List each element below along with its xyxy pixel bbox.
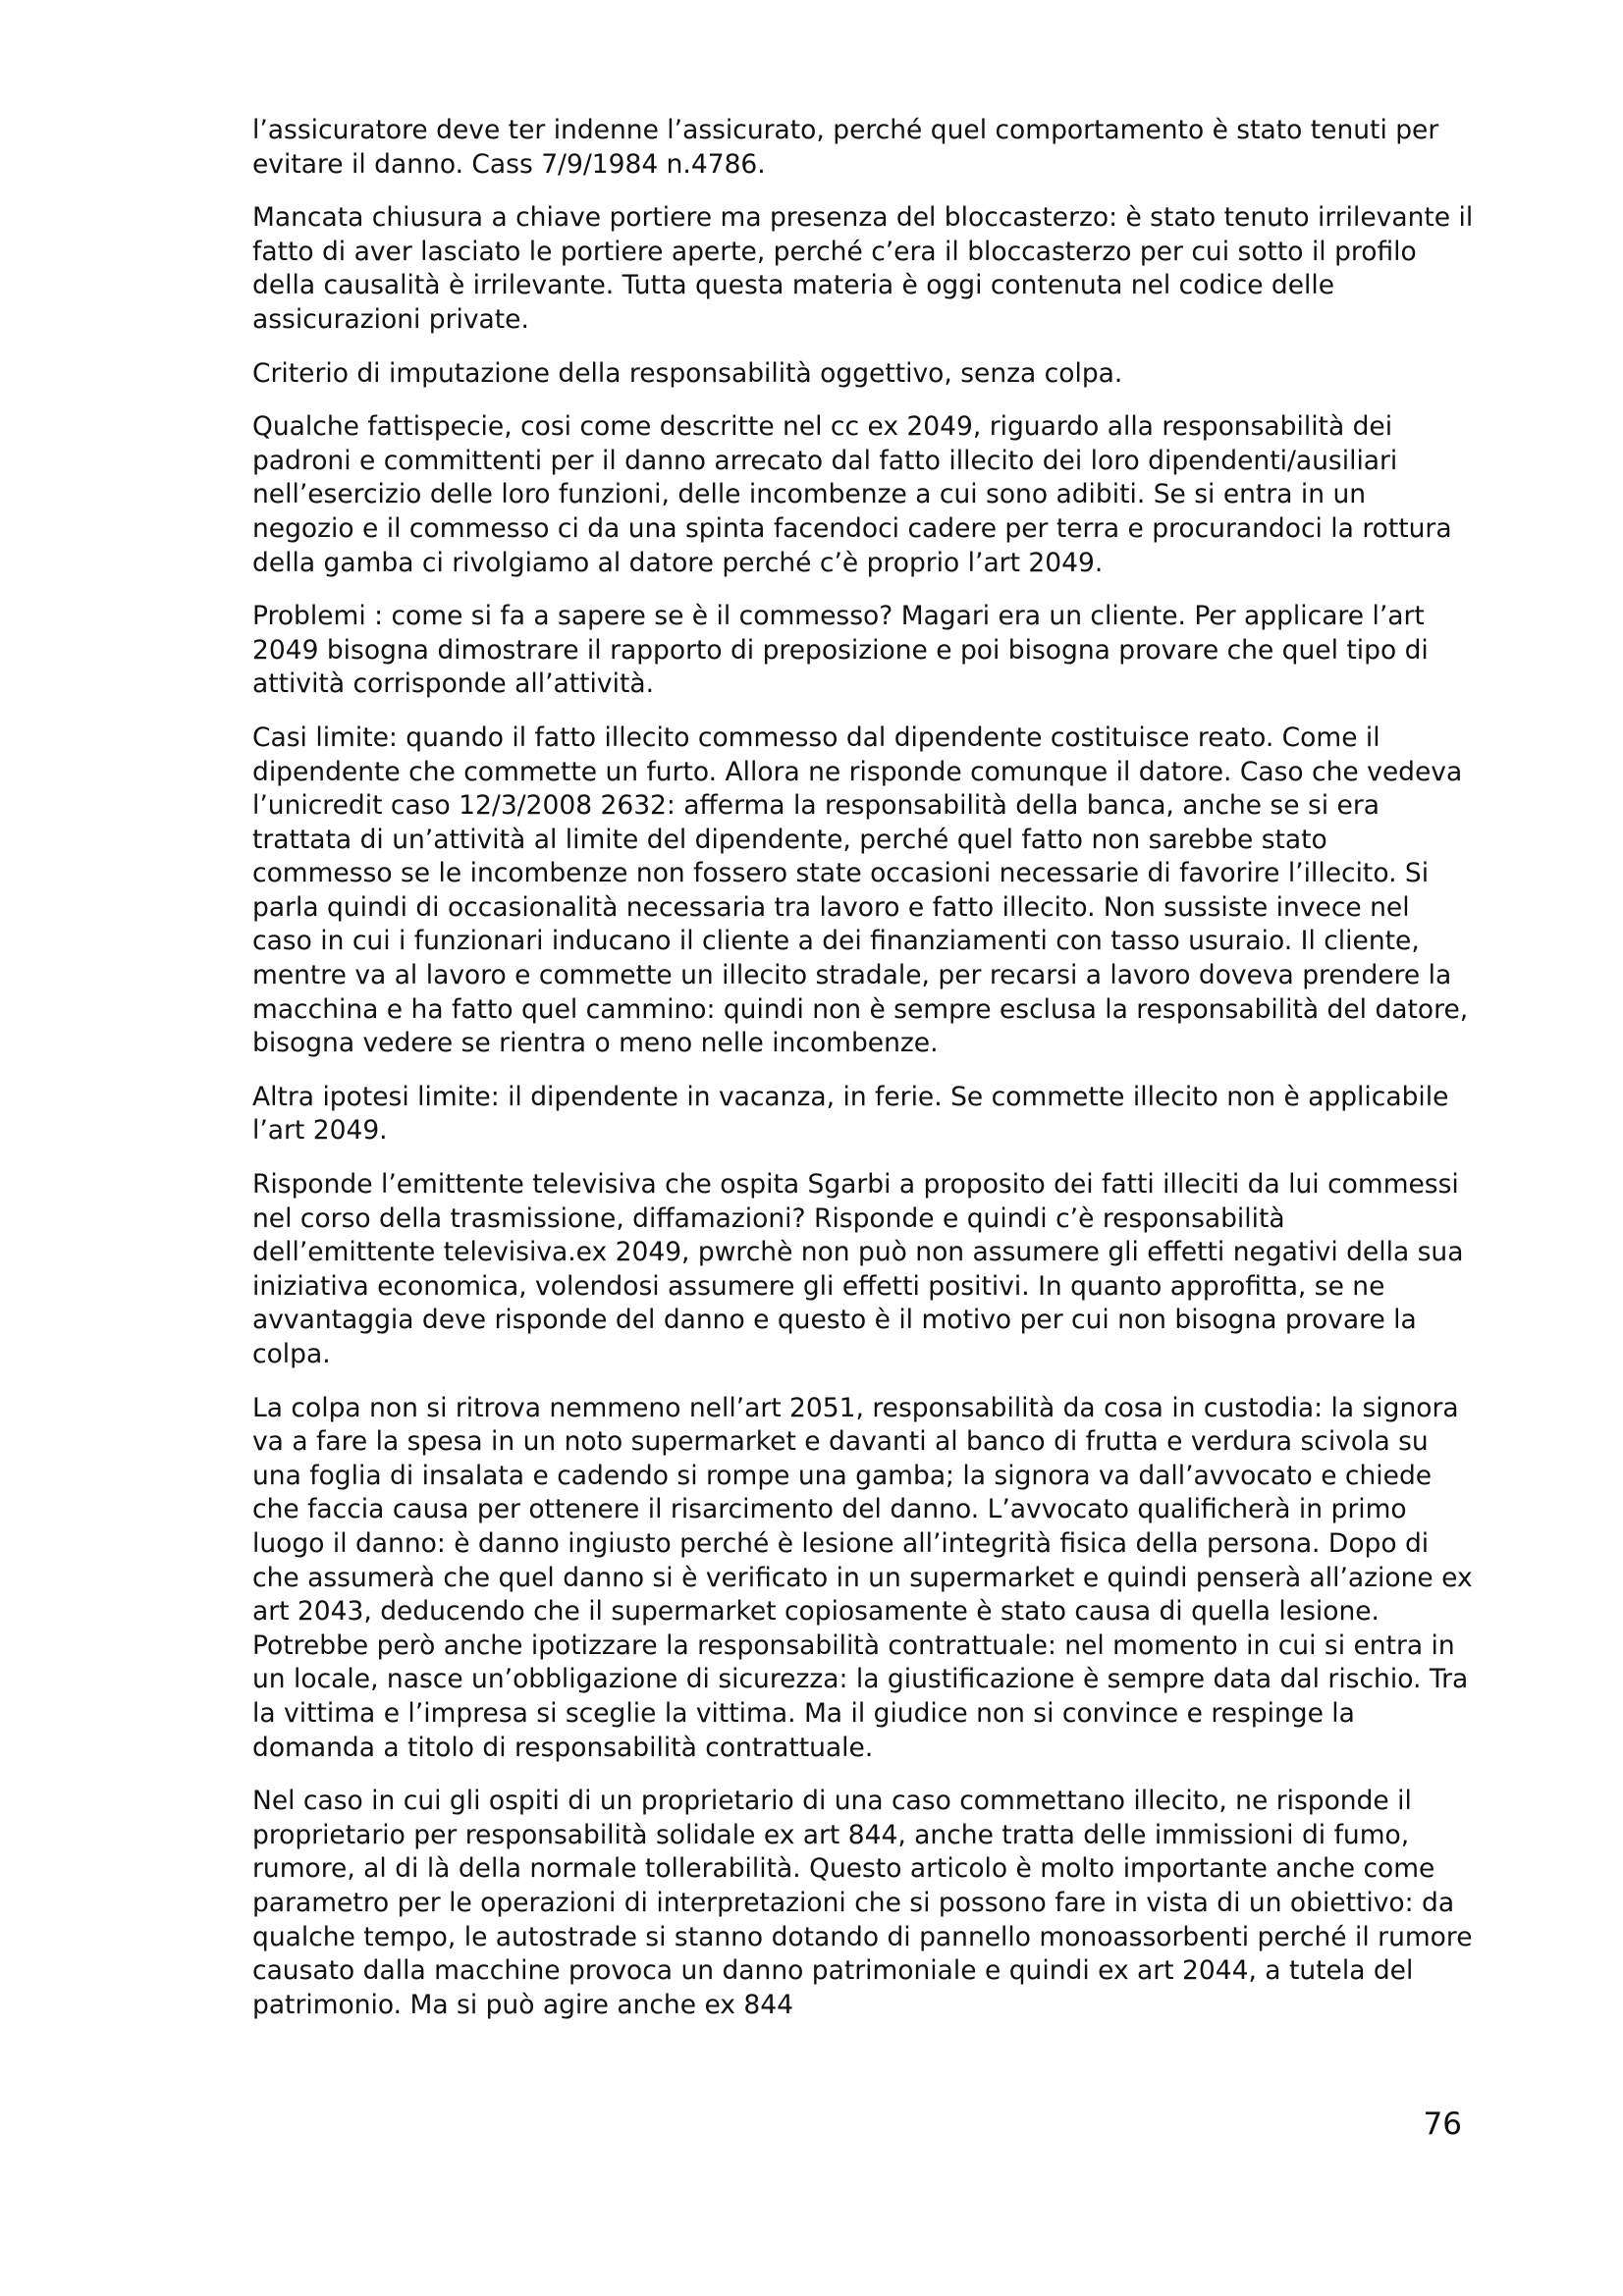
paragraph-4: Qualche fattispecie, cosi come descritte nel cc ex 2049, riguardo alla responsabilità dei padroni e committenti per il danno arrecato dal fatto illecito dei loro dipendenti/ausiliari nell’esercizio delle loro funzioni, delle incombenze a cui sono adibiti. Se si entra in un negozio e il commesso ci da una spinta facendoci cadere per terra e procurandoci la rottura della gamba ci rivolgiamo al datore perché c’è proprio l’art 2049.	[252, 411, 1452, 578]
paragraph-10: Nel caso in cui gli ospiti di un proprietario di una caso commettano illecito, ne risponde il proprietario per responsabilità solidale ex art 844, anche tratta delle immissioni di fumo, rumore, al di là della normale tollerabilità. Questo articolo è molto importante anche come parametro per le operazioni di interpretazioni che si possono fare in vista di un obiettivo: da qualche tempo, le autostrade si stanno dotando di pannello monoassorbenti perché il rumore causato dalla macchine provoca un danno patrimoniale e quindi ex art 2044, a tutela del patrimonio. Ma si può agire anche ex 844	[252, 1786, 1473, 2020]
paragraph-7: Altra ipotesi limite: il dipendente in vacanza, in ferie. Se commette illecito non è applicabile l’art 2049.	[252, 1081, 1449, 1147]
paragraph-8: Risponde l’emittente televisiva che ospita Sgarbi a proposito dei fatti illeciti da lui commessi nel corso della trasmissione, diffamazioni? Risponde e quindi c’è responsabilità dell’emittente televisiva.ex 2049, pwrchè non può non assumere gli effetti negativi della sua iniziativa economica, volendosi assumere gli effetti positivi. In quanto approfitta, se ne avvantaggia deve risponde del danno e questo è il motivo per cui non bisogna provare la colpa.	[252, 1169, 1464, 1369]
paragraph-3: Criterio di imputazione della responsabilità oggettivo, senza colpa.	[252, 357, 1123, 389]
paragraph-5: Problemi : come si fa a sapere se è il commesso? Magari era un cliente. Per applicare l’art 2049 bisogna dimostrare il rapporto di preposizione e poi bisogna provare che quel tipo di attività corrisponde all’attività.	[252, 601, 1429, 700]
paragraph-1: l’assicuratore deve ter indenne l’assicurato, perché quel comportamento è stato tenuti per evitare il danno. Cass 7/9/1984 n.4786.	[252, 115, 1439, 180]
paragraph-6: Casi limite: quando il fatto illecito commesso dal dipendente costituisce reato. Come il dipendente che commette un furto. Allora ne risponde comunque il datore. Caso che vedeva l’unicredit caso 12/3/2008 2632: afferma la responsabilità della banca, anche se si era trattata di un’attività al limite del dipendente, perché quel fatto non sarebbe stato commesso se le incombenze non fossero state occasioni necessarie di favorire l’illecito. Si parla quindi di occasionalità necessaria tra lavoro e fatto illecito. Non sussiste invece nel caso in cui i funzionari inducano il cliente a dei finanziamenti con tasso usuraio. Il cliente, mentre va al lavoro e commette un illecito stradale, per recarsi a lavoro doveva prendere la macchina e ha fatto quel cammino: quindi non è sempre esclusa la responsabilità del datore, bisogna vedere se rientra o meno nelle incombenze.	[252, 721, 1469, 1059]
paragraph-2: Mancata chiusura a chiave portiere ma presenza del bloccasterzo: è stato tenuto irrilevante il fatto di aver lasciato le portiere aperte, perché c’era il bloccasterzo per cui sotto il profilo della causalità è irrilevante. Tutta questa materia è oggi contenuta nel codice delle assicurazioni private.	[252, 202, 1474, 335]
paragraph-9: La colpa non si ritrova nemmeno nell’art 2051, responsabilità da cosa in custodia: la signora va a fare la spesa in un noto supermarket e davanti al banco di frutta e verdura scivola su una foglia di insalata e cadendo si rompe una gamba; la signora va dall’avvocato e chiede che faccia causa per ottenere il risarcimento del danno. L’avvocato qualificherà in primo luogo il danno: è danno ingiusto perché è lesione all’integrità fisica della persona. Dopo di che assumerà che quel danno si è verificato in un supermarket e quindi penserà all’azione ex art 2043, deducendo che il supermarket copiosamente è stato causa di quella lesione. Potrebbe però anche ipotizzare la responsabilità contrattuale: nel momento in cui si entra in un locale, nasce un’obbligazione di sicurezza: la giustificazione è sempre data dal rischio. Tra la vittima e l’impresa si sceglie la vittima. Ma il giudice non si convince e respinge la domanda a titolo di responsabilità contrattuale.	[252, 1392, 1473, 1763]
page-number: 76	[1423, 2107, 1462, 2142]
body-text	[252, 114, 1475, 2042]
